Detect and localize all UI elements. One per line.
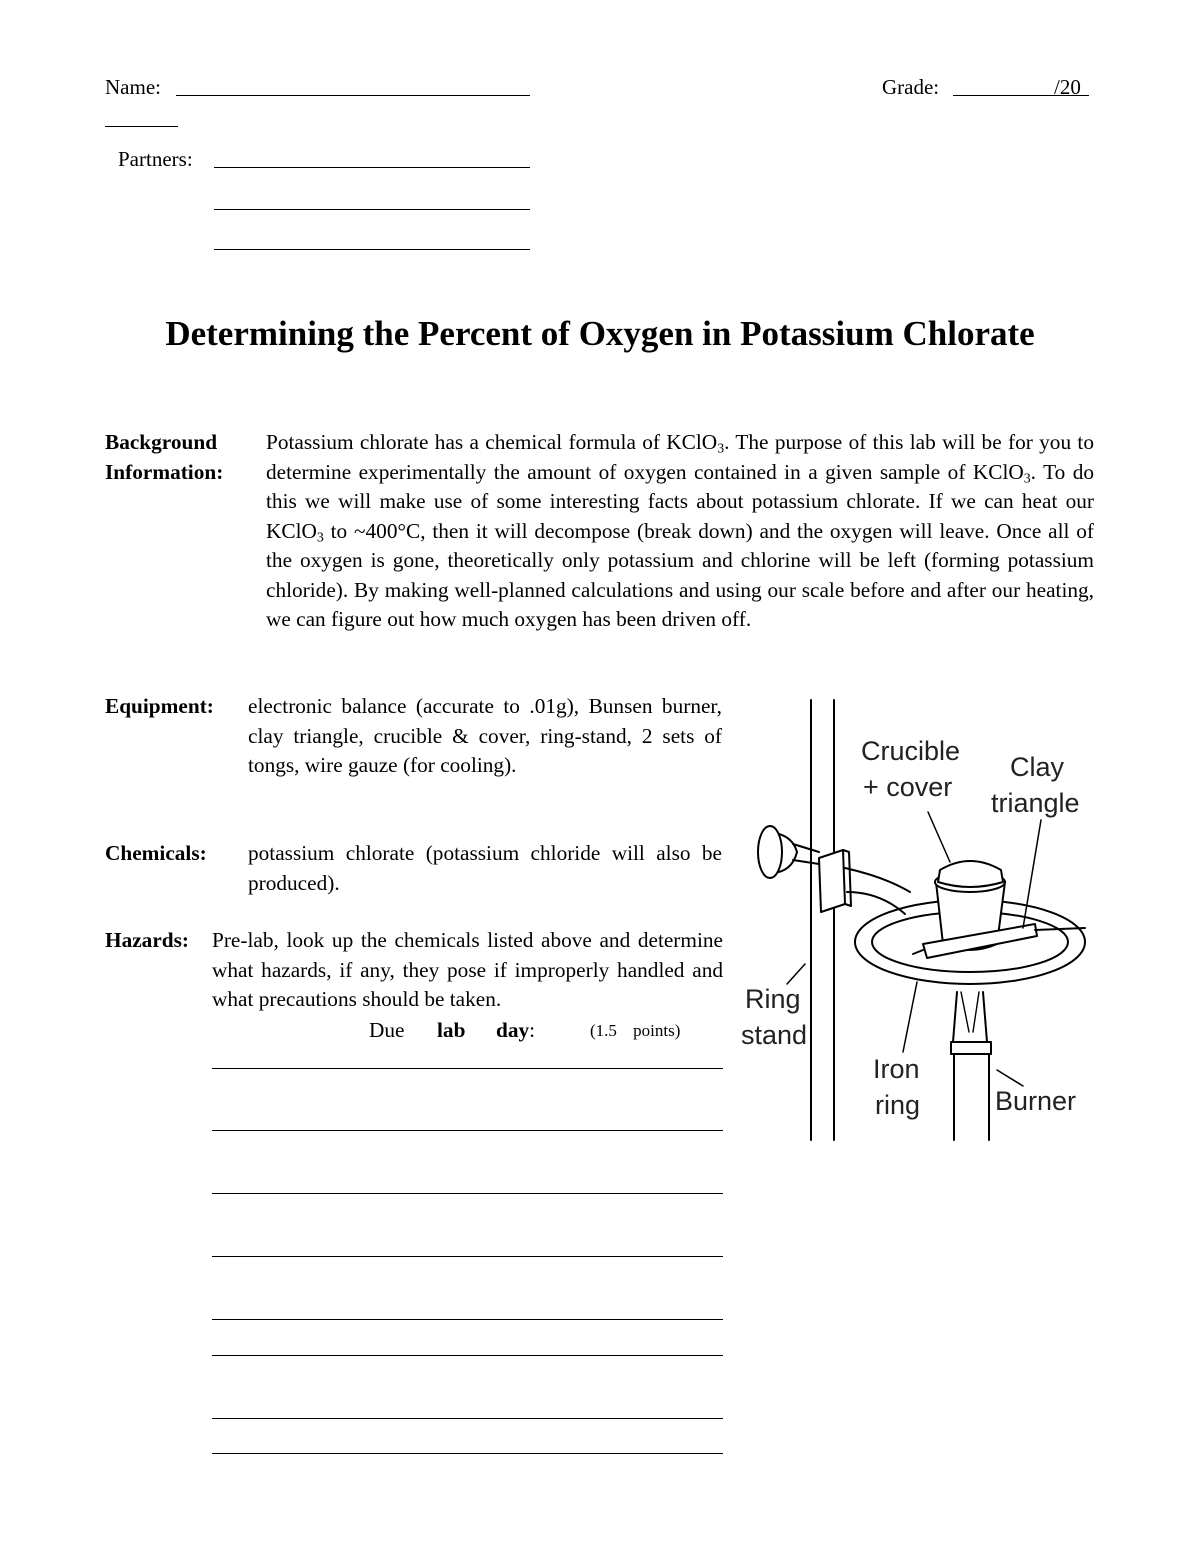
background-text-3: . To do this we will make use of some interesting facts about potassium chlorate. If we can heat our KClO (266, 459, 1094, 543)
apparatus-diagram (735, 692, 1095, 1147)
due-prefix: Due (369, 1018, 405, 1042)
background-label (105, 428, 223, 487)
equipment-label: Equipment: (105, 694, 214, 718)
crucible-pointer (928, 812, 950, 862)
grade-label: Grade: (882, 75, 940, 99)
chemicals-label: Chemicals: (105, 841, 207, 865)
background-text-2: . The purpose of this lab will be for you to determine experimentally the amount of oxygen contained in a given sample of KClO (266, 430, 1094, 484)
clay-label-2: triangle (991, 788, 1080, 818)
background-text (266, 428, 1094, 635)
name-field-line-continued[interactable] (105, 126, 178, 127)
iron-ring-pointer (903, 982, 917, 1052)
name-field-line[interactable] (176, 95, 530, 96)
due-lab: lab (437, 1018, 466, 1042)
crucible-label-1: Crucible (861, 736, 961, 766)
ring-stand-pointer (787, 964, 805, 984)
due-date-field[interactable] (212, 1016, 723, 1046)
background-text-4: to ~400°C, then it will decompose (break down) and the oxygen will leave. Once all of the oxygen is gone, theoretically only potassium and chlorine will be left (forming potassium chloride). By making well-planned calculations and using our scale before and after our heating, we can figure out how much oxygen has been driven off. (266, 518, 1094, 631)
burner-pointer (997, 1070, 1023, 1086)
equipment-text: electronic balance (accurate to .01g), Bunsen burner, clay triangle, crucible & cover, ring-stand, 2 sets of tongs, wire gauze (for cooling). (248, 694, 722, 777)
ring-stand-rod (811, 700, 834, 1140)
partner-field-line-1[interactable] (214, 167, 530, 168)
answer-line-8[interactable] (212, 1453, 723, 1454)
ring-label-1: Ring (745, 984, 801, 1014)
due-points: (1.5 points) (590, 1021, 681, 1040)
chemicals-text: potassium chlorate (potassium chloride will also be produced). (248, 841, 722, 895)
answer-line-2[interactable] (212, 1130, 723, 1131)
partner-field-line-3[interactable] (214, 249, 530, 250)
clay-label-1: Clay (1010, 752, 1065, 782)
page-title: Determining the Percent of Oxygen in Potassium Chlorate (165, 314, 1035, 353)
answer-line-3[interactable] (212, 1193, 723, 1194)
partners-label: Partners: (118, 147, 193, 171)
ring-label-2: stand (741, 1020, 808, 1050)
answer-line-1[interactable] (212, 1068, 723, 1069)
name-label: Name: (105, 75, 161, 99)
burner-label: Burner (995, 1086, 1077, 1116)
clamp-block (819, 850, 851, 912)
crucible-label-2: + cover (863, 772, 953, 802)
iron-label-2: ring (875, 1090, 921, 1120)
clamp-knob (758, 826, 819, 878)
answer-line-4[interactable] (212, 1256, 723, 1257)
background-label-line2: Information: (105, 459, 224, 484)
due-colon: : (529, 1018, 536, 1042)
subscript-3a: 3 (717, 440, 725, 456)
hazards-text: Pre-lab, look up the chemicals listed above and determine what hazards, if any, they pose if improperly handled and what precautions should be taken. (212, 928, 723, 1011)
answer-line-5[interactable] (212, 1319, 723, 1320)
answer-line-6[interactable] (212, 1355, 723, 1356)
subscript-3c: 3 (316, 528, 324, 544)
partner-field-line-2[interactable] (214, 209, 530, 210)
due-day: day (496, 1018, 530, 1042)
background-label-line1: Background (105, 430, 218, 454)
background-text-1: Potassium chlorate has a chemical formula of KClO (266, 430, 718, 454)
iron-label-1: Iron (873, 1054, 920, 1084)
grade-total: /20 (1054, 75, 1081, 99)
answer-line-7[interactable] (212, 1418, 723, 1419)
burner (951, 992, 991, 1140)
subscript-3b: 3 (1023, 469, 1031, 485)
clamp-arm (845, 868, 910, 914)
clay-triangle-pointer (1023, 820, 1041, 928)
hazards-label: Hazards: (105, 928, 189, 952)
